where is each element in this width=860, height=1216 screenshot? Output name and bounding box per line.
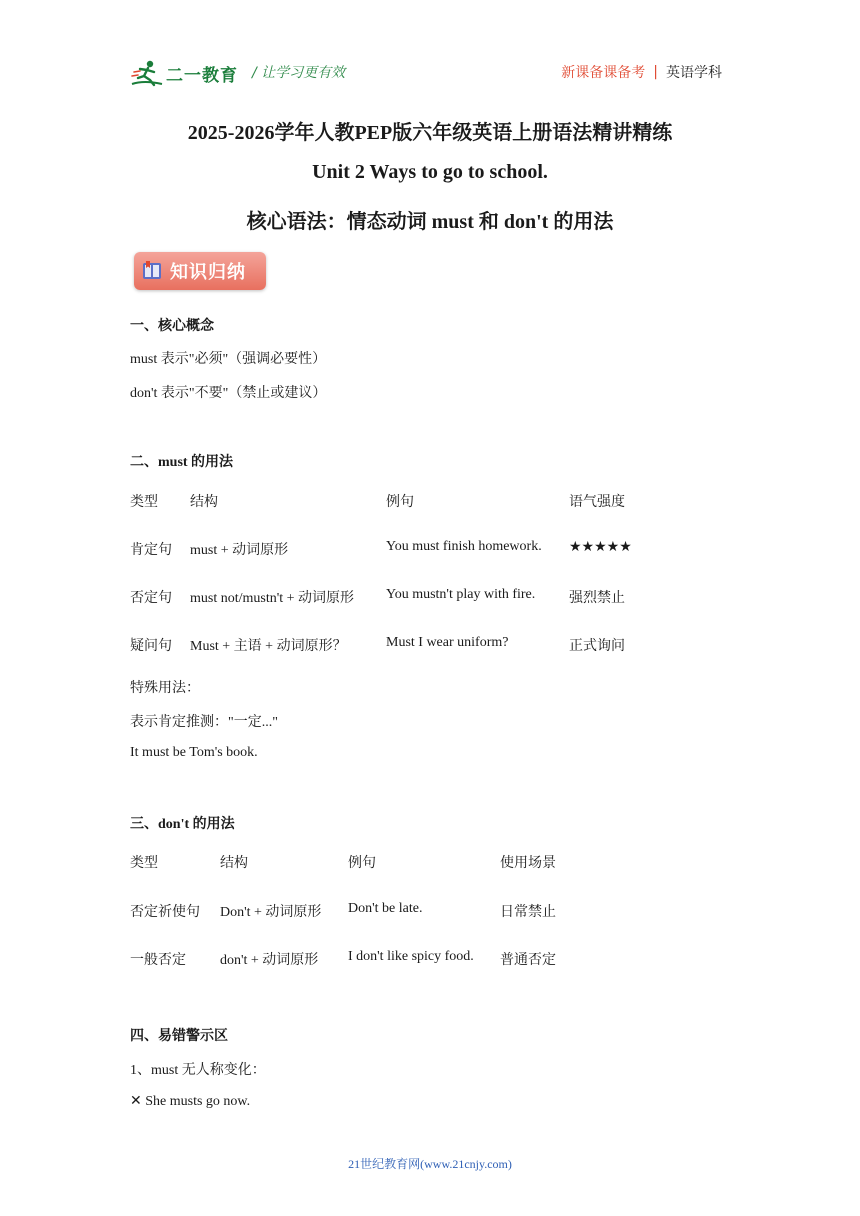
table-cell: don't + 动词原形 xyxy=(220,953,319,968)
table-cell: 强烈禁止 xyxy=(569,591,625,606)
special-usage-desc: 表示肯定推测："一定..." xyxy=(130,715,278,730)
table-cell: 否定句 xyxy=(130,591,172,606)
document-title: 2025-2026学年人教PEP版六年级英语上册语法精讲精练 xyxy=(187,122,673,144)
table-cell: Must I wear uniform? xyxy=(386,635,509,650)
table-cell: 肯定句 xyxy=(130,543,172,558)
special-usage-example: It must be Tom's book. xyxy=(130,745,258,760)
table-cell: 一般否定 xyxy=(130,953,186,968)
runner-logo-icon xyxy=(130,58,164,88)
mistake-item: 1、must 无人称变化： xyxy=(130,1063,266,1078)
table-header-cell: 例句 xyxy=(348,856,376,871)
table-header-cell: 类型 xyxy=(130,495,158,510)
star-rating: ★★★★★ xyxy=(569,540,632,555)
table-header-cell: 使用场景 xyxy=(500,856,556,871)
special-usage-label: 特殊用法： xyxy=(130,681,200,696)
wrong-example-text: She musts go now. xyxy=(145,1094,251,1109)
brand-logo xyxy=(130,56,238,90)
table-cell: 普通否定 xyxy=(500,953,556,968)
table-header-cell: 结构 xyxy=(190,495,218,510)
table-cell: must + 动词原形 xyxy=(190,543,289,558)
section-heading-common-mistakes: 四、易错警示区 xyxy=(130,1029,228,1044)
book-icon xyxy=(140,259,164,283)
table-cell: 正式询问 xyxy=(569,639,625,654)
cross-icon: ✕ xyxy=(130,1093,142,1109)
concept-line: don't 表示"不要"（禁止或建议） xyxy=(130,386,327,401)
header-right xyxy=(561,62,722,82)
knowledge-summary-badge xyxy=(134,252,266,290)
table-cell: Must + 主语 + 动词原形？ xyxy=(190,639,347,654)
grammar-title: 核心语法：情态动词 must 和 don't 的用法 xyxy=(246,211,614,233)
section-heading-core-concept: 一、核心概念 xyxy=(130,319,214,334)
table-header-cell: 例句 xyxy=(386,495,414,510)
table-header-cell: 语气强度 xyxy=(569,495,625,510)
table-cell: 日常禁止 xyxy=(500,905,556,920)
footer-source: 21世纪教育网(www.21cnjy.com) xyxy=(348,1157,512,1171)
table-cell: 否定祈使句 xyxy=(130,905,200,920)
table-header-cell: 类型 xyxy=(130,856,158,871)
table-cell: You mustn't play with fire. xyxy=(386,587,536,602)
table-header-cell: 结构 xyxy=(220,856,248,871)
header-tagline: 新课备课备考 xyxy=(561,65,646,81)
unit-title: Unit 2 Ways to go to school. xyxy=(312,161,548,183)
table-cell: I don't like spicy food. xyxy=(348,949,474,964)
table-cell: You must finish homework. xyxy=(386,539,542,554)
badge-label: 知识归纳 xyxy=(170,262,246,283)
header-separator: | xyxy=(653,64,658,80)
table-cell: Don't be late. xyxy=(348,901,423,916)
section-heading-dont-usage: 三、don't 的用法 xyxy=(130,817,235,832)
header-subject: 英语学科 xyxy=(666,65,722,81)
logo-text: 二一教育 xyxy=(166,65,238,86)
table-cell: 疑问句 xyxy=(130,639,172,654)
section-heading-must-usage: 二、must 的用法 xyxy=(130,455,234,470)
concept-line: must 表示"必须"（强调必要性） xyxy=(130,352,327,367)
wrong-example xyxy=(130,1093,250,1110)
table-cell: Don't + 动词原形 xyxy=(220,905,322,920)
slogan: / 让学习更有效 xyxy=(252,65,346,81)
table-cell: must not/mustn't + 动词原形 xyxy=(190,591,355,606)
